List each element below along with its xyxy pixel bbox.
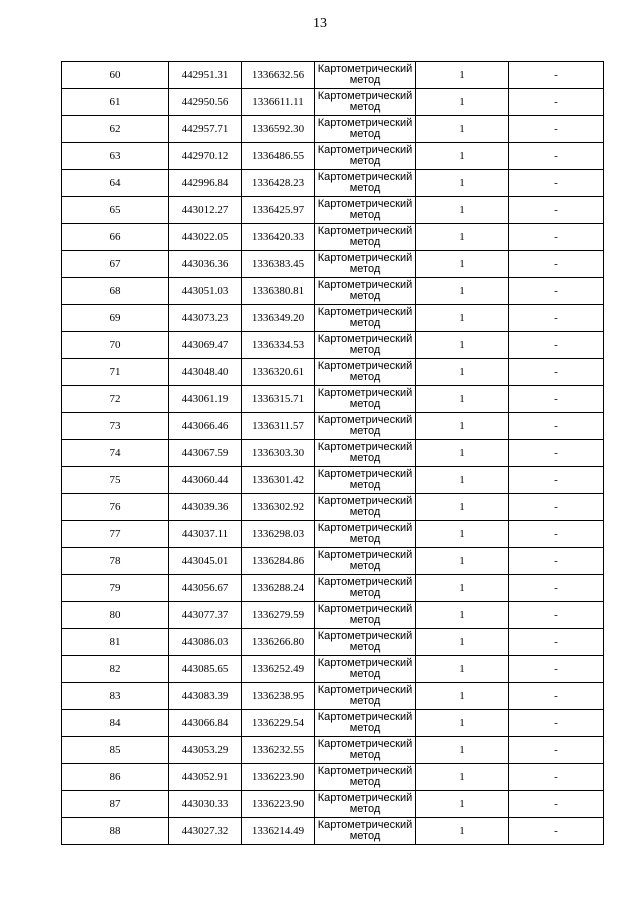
y-coordinate-cell: 1336284.86 [242,548,315,575]
note-cell: - [509,332,604,359]
note-cell: - [509,251,604,278]
method-line-1: Картометрический [317,630,413,642]
method-cell [315,62,416,89]
method-cell [315,89,416,116]
method-line-2: метод [349,128,381,140]
method-line-1: Картометрический [317,468,413,480]
accuracy-cell: 1 [416,224,509,251]
y-coordinate-cell: 1336229.54 [242,710,315,737]
method-line-2: метод [349,317,381,329]
point-number-cell: 74 [62,440,169,467]
accuracy-cell: 1 [416,305,509,332]
x-coordinate-cell: 443066.84 [169,710,242,737]
table-row [62,629,604,656]
method-line-2: метод [349,101,381,113]
table-row [62,413,604,440]
note-cell: - [509,170,604,197]
note-cell: - [509,575,604,602]
table-row [62,737,604,764]
table-row [62,683,604,710]
x-coordinate-cell: 443073.23 [169,305,242,332]
method-cell [315,143,416,170]
table-row [62,143,604,170]
method-line-1: Картометрический [317,171,413,183]
method-line-2: метод [349,668,381,680]
note-cell: - [509,602,604,629]
x-coordinate-cell: 443069.47 [169,332,242,359]
y-coordinate-cell: 1336428.23 [242,170,315,197]
method-line-2: метод [349,182,381,194]
note-cell: - [509,818,604,845]
x-coordinate-cell: 443036.36 [169,251,242,278]
method-line-2: метод [349,290,381,302]
x-coordinate-cell: 443022.05 [169,224,242,251]
point-number-cell: 87 [62,791,169,818]
x-coordinate-cell: 442970.12 [169,143,242,170]
note-cell: - [509,440,604,467]
point-number-cell: 77 [62,521,169,548]
method-cell [315,413,416,440]
method-line-2: метод [349,371,381,383]
accuracy-cell: 1 [416,818,509,845]
point-number-cell: 79 [62,575,169,602]
method-line-2: метод [349,533,381,545]
note-cell: - [509,224,604,251]
point-number-cell: 64 [62,170,169,197]
method-cell [315,521,416,548]
accuracy-cell: 1 [416,359,509,386]
point-number-cell: 83 [62,683,169,710]
x-coordinate-cell: 442957.71 [169,116,242,143]
method-line-2: метод [349,695,381,707]
table-row [62,818,604,845]
point-number-cell: 62 [62,116,169,143]
method-line-1: Картометрический [317,522,413,534]
table-row [62,332,604,359]
page-number: 13 [313,16,327,31]
accuracy-cell: 1 [416,170,509,197]
accuracy-cell: 1 [416,278,509,305]
table-row [62,440,604,467]
x-coordinate-cell: 443045.01 [169,548,242,575]
table-row [62,656,604,683]
method-line-2: метод [349,749,381,761]
y-coordinate-cell: 1336223.90 [242,764,315,791]
note-cell: - [509,386,604,413]
point-number-cell: 68 [62,278,169,305]
accuracy-cell: 1 [416,116,509,143]
y-coordinate-cell: 1336298.03 [242,521,315,548]
accuracy-cell: 1 [416,386,509,413]
method-line-2: метод [349,722,381,734]
method-line-1: Картометрический [317,711,413,723]
point-number-cell: 66 [62,224,169,251]
method-line-1: Картометрический [317,252,413,264]
table-row [62,791,604,818]
y-coordinate-cell: 1336252.49 [242,656,315,683]
accuracy-cell: 1 [416,737,509,764]
accuracy-cell: 1 [416,629,509,656]
point-number-cell: 67 [62,251,169,278]
x-coordinate-cell: 443066.46 [169,413,242,440]
point-number-cell: 75 [62,467,169,494]
method-line-1: Картометрический [317,90,413,102]
table-row [62,467,604,494]
accuracy-cell: 1 [416,791,509,818]
x-coordinate-cell: 443037.11 [169,521,242,548]
accuracy-cell: 1 [416,62,509,89]
method-cell [315,818,416,845]
table-row [62,278,604,305]
table-row [62,305,604,332]
x-coordinate-cell: 443067.59 [169,440,242,467]
note-cell: - [509,683,604,710]
accuracy-cell: 1 [416,548,509,575]
x-coordinate-cell: 443077.37 [169,602,242,629]
method-cell [315,575,416,602]
y-coordinate-cell: 1336311.57 [242,413,315,440]
note-cell: - [509,710,604,737]
y-coordinate-cell: 1336238.95 [242,683,315,710]
note-cell: - [509,89,604,116]
accuracy-cell: 1 [416,602,509,629]
point-number-cell: 88 [62,818,169,845]
table-row [62,251,604,278]
method-line-1: Картометрический [317,819,413,831]
table-row [62,359,604,386]
y-coordinate-cell: 1336320.61 [242,359,315,386]
point-number-cell: 81 [62,629,169,656]
method-cell [315,359,416,386]
table-row [62,602,604,629]
coordinates-table [61,61,604,845]
method-cell [315,467,416,494]
table-row [62,62,604,89]
method-line-2: метод [349,560,381,572]
point-number-cell: 86 [62,764,169,791]
y-coordinate-cell: 1336380.81 [242,278,315,305]
method-line-2: метод [349,425,381,437]
accuracy-cell: 1 [416,251,509,278]
x-coordinate-cell: 443085.65 [169,656,242,683]
method-cell [315,224,416,251]
point-number-cell: 71 [62,359,169,386]
table-row [62,764,604,791]
method-line-1: Картометрический [317,279,413,291]
note-cell: - [509,467,604,494]
method-line-1: Картометрический [317,603,413,615]
note-cell: - [509,359,604,386]
note-cell: - [509,737,604,764]
accuracy-cell: 1 [416,575,509,602]
point-number-cell: 73 [62,413,169,440]
point-number-cell: 82 [62,656,169,683]
x-coordinate-cell: 443048.40 [169,359,242,386]
accuracy-cell: 1 [416,656,509,683]
point-number-cell: 60 [62,62,169,89]
method-cell [315,386,416,413]
x-coordinate-cell: 443060.44 [169,467,242,494]
point-number-cell: 84 [62,710,169,737]
note-cell: - [509,197,604,224]
method-cell [315,278,416,305]
method-cell [315,791,416,818]
method-line-1: Картометрический [317,63,413,75]
method-cell [315,764,416,791]
y-coordinate-cell: 1336349.20 [242,305,315,332]
point-number-cell: 69 [62,305,169,332]
x-coordinate-cell: 443083.39 [169,683,242,710]
accuracy-cell: 1 [416,332,509,359]
method-line-1: Картометрический [317,549,413,561]
method-line-1: Картометрический [317,198,413,210]
note-cell: - [509,791,604,818]
coordinates-table-body [62,62,604,845]
y-coordinate-cell: 1336425.97 [242,197,315,224]
y-coordinate-cell: 1336420.33 [242,224,315,251]
y-coordinate-cell: 1336632.56 [242,62,315,89]
point-number-cell: 76 [62,494,169,521]
x-coordinate-cell: 443086.03 [169,629,242,656]
method-line-2: метод [349,803,381,815]
method-line-2: метод [349,209,381,221]
x-coordinate-cell: 443030.33 [169,791,242,818]
note-cell: - [509,548,604,575]
method-cell [315,629,416,656]
note-cell: - [509,278,604,305]
method-line-2: метод [349,344,381,356]
method-line-1: Картометрический [317,333,413,345]
method-cell [315,197,416,224]
accuracy-cell: 1 [416,683,509,710]
point-number-cell: 85 [62,737,169,764]
x-coordinate-cell: 442950.56 [169,89,242,116]
y-coordinate-cell: 1336303.30 [242,440,315,467]
method-line-1: Картометрический [317,306,413,318]
y-coordinate-cell: 1336232.55 [242,737,315,764]
point-number-cell: 65 [62,197,169,224]
note-cell: - [509,305,604,332]
method-line-1: Картометрический [317,576,413,588]
accuracy-cell: 1 [416,494,509,521]
note-cell: - [509,764,604,791]
method-line-2: метод [349,776,381,788]
note-cell: - [509,116,604,143]
x-coordinate-cell: 443061.19 [169,386,242,413]
accuracy-cell: 1 [416,467,509,494]
method-cell [315,656,416,683]
point-number-cell: 61 [62,89,169,116]
table-row [62,197,604,224]
table-row [62,89,604,116]
point-number-cell: 72 [62,386,169,413]
x-coordinate-cell: 443012.27 [169,197,242,224]
note-cell: - [509,413,604,440]
note-cell: - [509,494,604,521]
accuracy-cell: 1 [416,197,509,224]
accuracy-cell: 1 [416,143,509,170]
method-line-2: метод [349,236,381,248]
method-line-1: Картометрический [317,414,413,426]
x-coordinate-cell: 443056.67 [169,575,242,602]
note-cell: - [509,629,604,656]
note-cell: - [509,62,604,89]
table-row [62,548,604,575]
method-cell [315,548,416,575]
method-cell [315,332,416,359]
method-line-1: Картометрический [317,441,413,453]
y-coordinate-cell: 1336223.90 [242,791,315,818]
table-row [62,386,604,413]
method-line-2: метод [349,587,381,599]
table-row [62,116,604,143]
y-coordinate-cell: 1336334.53 [242,332,315,359]
method-cell [315,494,416,521]
note-cell: - [509,521,604,548]
method-cell [315,305,416,332]
y-coordinate-cell: 1336288.24 [242,575,315,602]
y-coordinate-cell: 1336302.92 [242,494,315,521]
method-cell [315,251,416,278]
method-line-2: метод [349,263,381,275]
y-coordinate-cell: 1336266.80 [242,629,315,656]
point-number-cell: 80 [62,602,169,629]
method-line-1: Картометрический [317,738,413,750]
x-coordinate-cell: 442951.31 [169,62,242,89]
x-coordinate-cell: 443039.36 [169,494,242,521]
method-line-2: метод [349,506,381,518]
method-line-2: метод [349,155,381,167]
y-coordinate-cell: 1336486.55 [242,143,315,170]
method-line-1: Картометрический [317,360,413,372]
accuracy-cell: 1 [416,440,509,467]
x-coordinate-cell: 443052.91 [169,764,242,791]
method-line-2: метод [349,479,381,491]
y-coordinate-cell: 1336214.49 [242,818,315,845]
point-number-cell: 78 [62,548,169,575]
accuracy-cell: 1 [416,89,509,116]
point-number-cell: 70 [62,332,169,359]
method-line-1: Картометрический [317,144,413,156]
method-line-2: метод [349,830,381,842]
accuracy-cell: 1 [416,710,509,737]
method-cell [315,683,416,710]
accuracy-cell: 1 [416,521,509,548]
method-line-2: метод [349,614,381,626]
y-coordinate-cell: 1336611.11 [242,89,315,116]
y-coordinate-cell: 1336315.71 [242,386,315,413]
note-cell: - [509,143,604,170]
y-coordinate-cell: 1336301.42 [242,467,315,494]
method-line-1: Картометрический [317,225,413,237]
method-line-1: Картометрический [317,792,413,804]
table-row [62,710,604,737]
y-coordinate-cell: 1336592.30 [242,116,315,143]
method-line-1: Картометрический [317,495,413,507]
table-row [62,170,604,197]
method-line-2: метод [349,452,381,464]
method-line-1: Картометрический [317,765,413,777]
method-line-1: Картометрический [317,684,413,696]
table-row [62,575,604,602]
method-line-1: Картометрический [317,117,413,129]
accuracy-cell: 1 [416,764,509,791]
x-coordinate-cell: 443051.03 [169,278,242,305]
method-line-2: метод [349,74,381,86]
method-line-1: Картометрический [317,657,413,669]
table-row [62,521,604,548]
method-cell [315,710,416,737]
x-coordinate-cell: 443027.32 [169,818,242,845]
method-line-1: Картометрический [317,387,413,399]
x-coordinate-cell: 443053.29 [169,737,242,764]
method-line-2: метод [349,398,381,410]
method-line-2: метод [349,641,381,653]
note-cell: - [509,656,604,683]
table-row [62,224,604,251]
y-coordinate-cell: 1336279.59 [242,602,315,629]
method-cell [315,602,416,629]
method-cell [315,440,416,467]
x-coordinate-cell: 442996.84 [169,170,242,197]
method-cell [315,170,416,197]
method-cell [315,737,416,764]
accuracy-cell: 1 [416,413,509,440]
y-coordinate-cell: 1336383.45 [242,251,315,278]
point-number-cell: 63 [62,143,169,170]
table-row [62,494,604,521]
method-cell [315,116,416,143]
